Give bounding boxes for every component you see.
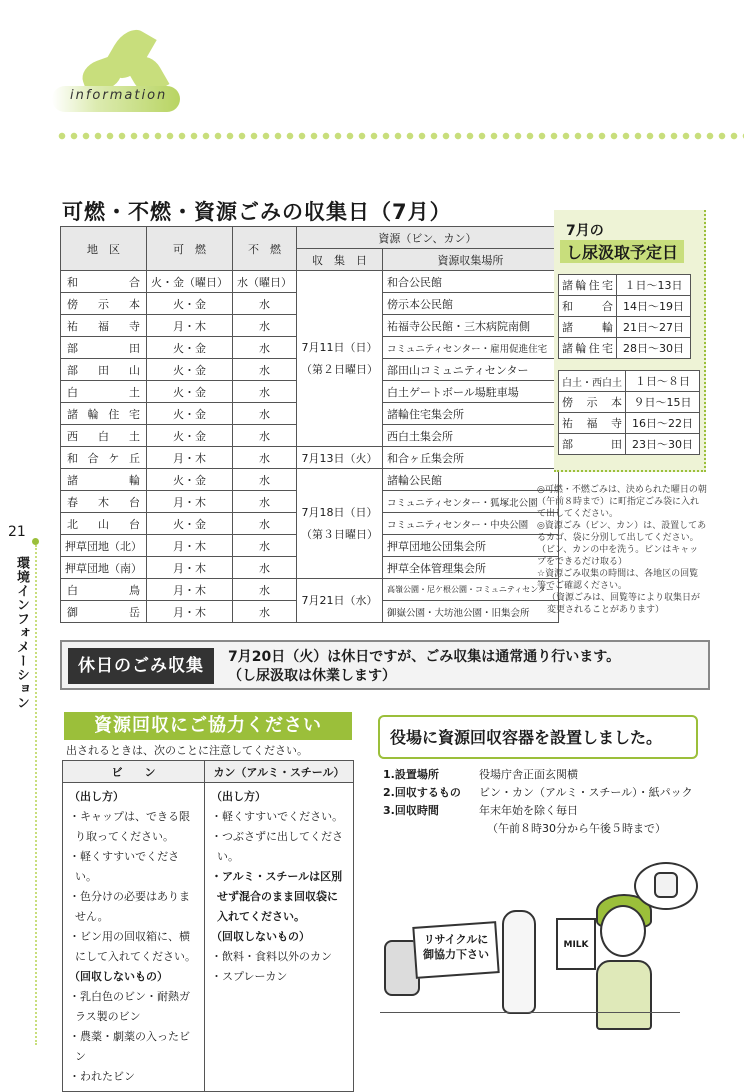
collection-date-3: 7月18日（日） （第３日曜日） bbox=[297, 469, 383, 579]
th-district: 地 区 bbox=[61, 227, 147, 271]
table-row: 西白土 火・金 水 西白土集会所 bbox=[61, 425, 559, 447]
table-row: 祐福寺 16日〜22日 bbox=[559, 413, 700, 434]
list-item: 2.回収するもの ビン・カン（アルミ・スチール）・紙パック bbox=[383, 786, 693, 799]
septic-title-top: 7月の bbox=[566, 223, 604, 239]
septic-title: し尿汲取予定日 bbox=[560, 240, 684, 263]
toilet-roll-icon bbox=[654, 872, 678, 898]
col-can-head: カン（アルミ・スチール） bbox=[205, 761, 354, 783]
girl-body-icon bbox=[596, 960, 652, 1030]
note: ☆資源ごみ収集の時間は、各地区の回覧等でご確認ください。 bbox=[537, 569, 699, 591]
th-date: 収 集 日 bbox=[297, 249, 383, 271]
bottle-character-icon bbox=[502, 910, 536, 1014]
table-row: 和合 火・金（曜日） 水（曜日） 7月11日（日） （第２日曜日） 和合公民館 bbox=[61, 271, 559, 293]
table-row: 諸輪 火・金 水 7月18日（日） （第３日曜日） 諸輪公民館 bbox=[61, 469, 559, 491]
table-row: 押草団地（北） 月・木 水 押草団地公団集会所 bbox=[61, 535, 559, 557]
th-resource: 資源（ビン、カン） bbox=[297, 227, 559, 249]
garbage-table bbox=[60, 226, 559, 623]
table-row: 傍示本 火・金 水 傍示本公民館 bbox=[61, 293, 559, 315]
garbage-title: 可燃・不燃・資源ごみの収集日（7月） bbox=[62, 200, 452, 224]
collection-date-2: 7月13日（火） bbox=[297, 447, 383, 469]
page-number: 21 bbox=[8, 524, 26, 540]
container-title: 役場に資源回収容器を設置しました。 bbox=[390, 728, 663, 747]
header-label: information bbox=[70, 88, 168, 103]
table-row: 白鳥 月・木 水 7月21日（水） 高嶺公園・尼ケ根公園・コミュニティセンター bbox=[61, 579, 559, 601]
table-row: 諸輪住宅 28日〜30日 bbox=[559, 338, 691, 359]
container-list bbox=[383, 766, 693, 838]
holiday-text: 7月20日（火）は休日ですが、ごみ収集は通常通り行います。 （し尿汲取は休業します） bbox=[228, 649, 621, 684]
girl-face-icon bbox=[600, 905, 646, 957]
table-row: 傍示本 ９日〜15日 bbox=[559, 392, 700, 413]
table-row: 白土 火・金 水 白土ゲートボール場駐車場 bbox=[61, 381, 559, 403]
table-row: 部田 23日〜30日 bbox=[559, 434, 700, 455]
can-rules: （出し方） ・軽くすすいでください。 ・つぶさずに出してください。 ・アルミ・スチールは区別せず混合のまま回収袋に入れてください。 （回収しないもの） ・飲料・食料以外のカン ・スプレーカン bbox=[205, 783, 354, 1092]
note: （資源ごみは、回覧等により収集日が変更されることがあります） bbox=[547, 593, 701, 615]
table-row: 部田 火・金 水 コミュニティセンター・雇用促進住宅 bbox=[61, 337, 559, 359]
list-item: 3.回収時間 年末年始を除く毎日 bbox=[383, 804, 578, 817]
septic-table-2 bbox=[558, 370, 700, 455]
table-row: 諸輪 21日〜27日 bbox=[559, 317, 691, 338]
milk-carton-icon: MILK bbox=[556, 918, 596, 970]
recycle-subtitle: 出されるときは、次のことに注意してください。 bbox=[66, 744, 308, 757]
th-place: 資源収集場所 bbox=[383, 249, 559, 271]
table-row: 和合 14日〜19日 bbox=[559, 296, 691, 317]
page-dot bbox=[32, 538, 39, 545]
table-row: 和合ケ丘 月・木 水 7月13日（火） 和合ヶ丘集会所 bbox=[61, 447, 559, 469]
ground-line bbox=[380, 1012, 680, 1013]
sign-text: リサイクルに御協力下さい bbox=[423, 933, 489, 961]
dotted-rule bbox=[56, 132, 744, 140]
col-bottle-head: ビ ン bbox=[63, 761, 205, 783]
note: ◎資源ごみ（ビン、カン）は、設置してあるカゴ、袋に分別して出してください。（ビン、カンの中を洗う。ビンはキャップをできるだけ取る） bbox=[537, 521, 707, 567]
table-row: 諸輪住宅 １日〜13日 bbox=[559, 275, 691, 296]
recycle-title: 資源回収にご協力ください bbox=[64, 712, 352, 740]
table-row: 白土・西白土 １日〜８日 bbox=[559, 371, 700, 392]
holiday-label: 休日のごみ収集 bbox=[68, 648, 214, 684]
note: ◎可燃・不燃ごみは、決められた曜日の朝（午前８時まで）に町指定ごみ袋に入れて出してください。 bbox=[537, 485, 707, 519]
table-row: 部田山 火・金 水 部田山コミュニティセンター bbox=[61, 359, 559, 381]
page-line bbox=[35, 545, 37, 1045]
list-item: （午前８時30分から午後５時まで） bbox=[487, 822, 666, 835]
table-row: 春木台 月・木 水 コミュニティセンター・狐塚北公園 bbox=[61, 491, 559, 513]
th-burnable: 可 燃 bbox=[147, 227, 233, 271]
bottle-rules: （出し方） ・キャップは、できる限り取ってください。 ・軽くすすいでください。 ・色分けの必要はありません。 ・ビン用の回収箱に、横にして入れてください。 （回収しないもの） ・乳白色のビン・耐熱ガラス製のビン ・農薬・劇薬の入ったビン ・われたビン bbox=[63, 783, 205, 1092]
list-item: 1.設置場所 役場庁舎正面玄関横 bbox=[383, 768, 578, 781]
septic-table-1 bbox=[558, 274, 691, 359]
recycle-table bbox=[62, 760, 354, 1092]
collection-date-1: 7月11日（日） （第２日曜日） bbox=[297, 271, 383, 447]
table-row: 諸輪住宅 火・金 水 諸輪住宅集会所 bbox=[61, 403, 559, 425]
table-row: 北山台 火・金 水 コミュニティセンター・中央公園 bbox=[61, 513, 559, 535]
th-nonburnable: 不 燃 bbox=[233, 227, 297, 271]
notes bbox=[537, 484, 707, 616]
table-row: 押草団地（南） 月・木 水 押草全体管理集会所 bbox=[61, 557, 559, 579]
section-title: 環境インフォメーション bbox=[14, 556, 29, 710]
table-row: 祐福寺 月・木 水 祐福寺公民館・三木病院南側 bbox=[61, 315, 559, 337]
table-row: 御岳 月・木 水 御嶽公園・大坊池公園・旧集会所 bbox=[61, 601, 559, 623]
collection-date-4: 7月21日（水） bbox=[297, 579, 383, 623]
